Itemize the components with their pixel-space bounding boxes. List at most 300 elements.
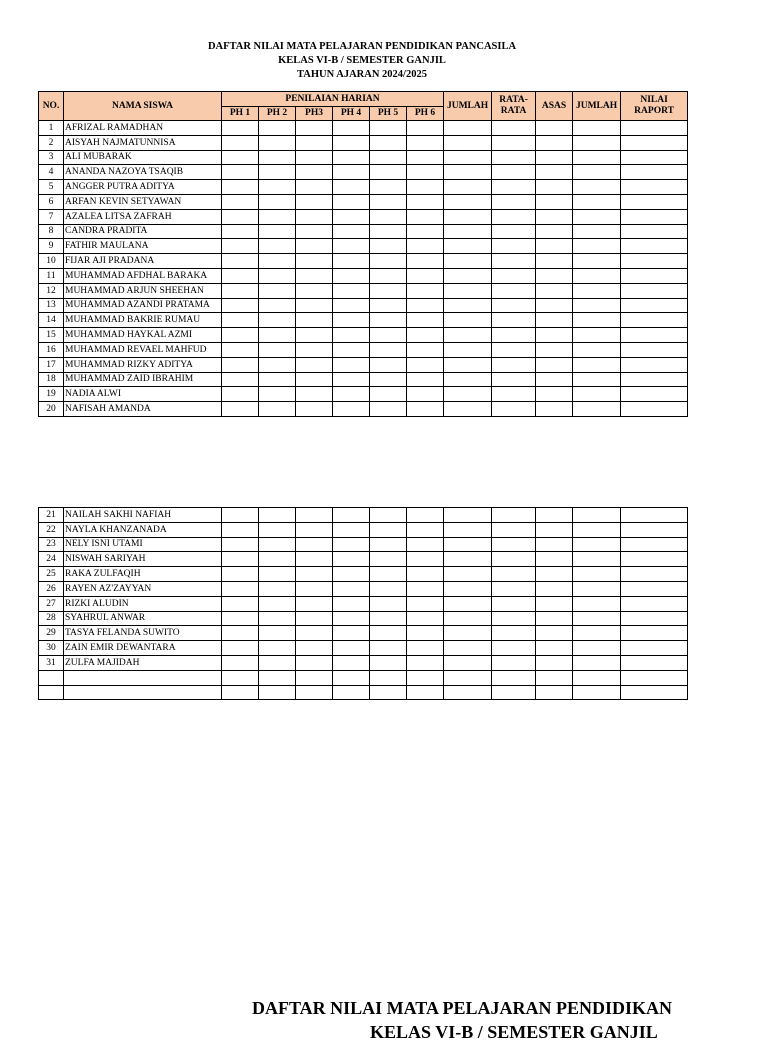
score-cell[interactable] <box>370 194 407 209</box>
score-cell[interactable] <box>536 522 573 537</box>
score-cell[interactable] <box>492 165 536 180</box>
score-cell[interactable] <box>259 552 296 567</box>
score-cell[interactable] <box>333 581 370 596</box>
score-cell[interactable] <box>296 387 333 402</box>
score-cell[interactable] <box>536 298 573 313</box>
score-cell[interactable] <box>407 641 444 656</box>
score-cell[interactable] <box>333 298 370 313</box>
score-cell[interactable] <box>492 626 536 641</box>
score-cell[interactable] <box>333 313 370 328</box>
score-cell[interactable] <box>333 268 370 283</box>
score-cell[interactable] <box>333 522 370 537</box>
score-cell[interactable] <box>573 357 621 372</box>
score-cell[interactable] <box>444 150 492 165</box>
score-cell[interactable] <box>333 596 370 611</box>
score-cell[interactable] <box>621 670 688 685</box>
score-cell[interactable] <box>370 522 407 537</box>
score-cell[interactable] <box>333 685 370 700</box>
score-cell[interactable] <box>296 552 333 567</box>
score-cell[interactable] <box>222 626 259 641</box>
score-cell[interactable] <box>536 342 573 357</box>
score-cell[interactable] <box>296 522 333 537</box>
score-cell[interactable] <box>444 239 492 254</box>
score-cell[interactable] <box>370 685 407 700</box>
score-cell[interactable] <box>621 372 688 387</box>
score-cell[interactable] <box>492 537 536 552</box>
score-cell[interactable] <box>536 135 573 150</box>
score-cell[interactable] <box>407 357 444 372</box>
score-cell[interactable] <box>333 342 370 357</box>
score-cell[interactable] <box>536 402 573 417</box>
score-cell[interactable] <box>370 328 407 343</box>
score-cell[interactable] <box>573 328 621 343</box>
score-cell[interactable] <box>407 254 444 269</box>
score-cell[interactable] <box>296 283 333 298</box>
score-cell[interactable] <box>621 121 688 136</box>
score-cell[interactable] <box>573 508 621 523</box>
score-cell[interactable] <box>492 194 536 209</box>
score-cell[interactable] <box>444 357 492 372</box>
score-cell[interactable] <box>621 328 688 343</box>
score-cell[interactable] <box>492 224 536 239</box>
score-cell[interactable] <box>296 655 333 670</box>
score-cell[interactable] <box>222 357 259 372</box>
score-cell[interactable] <box>222 268 259 283</box>
score-cell[interactable] <box>222 641 259 656</box>
score-cell[interactable] <box>536 670 573 685</box>
score-cell[interactable] <box>444 298 492 313</box>
score-cell[interactable] <box>370 239 407 254</box>
score-cell[interactable] <box>370 283 407 298</box>
score-cell[interactable] <box>573 670 621 685</box>
score-cell[interactable] <box>573 121 621 136</box>
score-cell[interactable] <box>444 194 492 209</box>
score-cell[interactable] <box>407 313 444 328</box>
score-cell[interactable] <box>444 522 492 537</box>
score-cell[interactable] <box>222 239 259 254</box>
score-cell[interactable] <box>407 581 444 596</box>
score-cell[interactable] <box>492 268 536 283</box>
score-cell[interactable] <box>621 224 688 239</box>
score-cell[interactable] <box>296 239 333 254</box>
score-cell[interactable] <box>259 283 296 298</box>
score-cell[interactable] <box>621 209 688 224</box>
score-cell[interactable] <box>259 254 296 269</box>
score-cell[interactable] <box>492 342 536 357</box>
score-cell[interactable] <box>536 508 573 523</box>
score-cell[interactable] <box>370 402 407 417</box>
score-cell[interactable] <box>259 298 296 313</box>
score-cell[interactable] <box>444 268 492 283</box>
score-cell[interactable] <box>370 655 407 670</box>
score-cell[interactable] <box>492 283 536 298</box>
score-cell[interactable] <box>296 165 333 180</box>
score-cell[interactable] <box>259 626 296 641</box>
score-cell[interactable] <box>407 387 444 402</box>
score-cell[interactable] <box>259 165 296 180</box>
score-cell[interactable] <box>536 283 573 298</box>
score-cell[interactable] <box>407 342 444 357</box>
score-cell[interactable] <box>259 121 296 136</box>
score-cell[interactable] <box>536 268 573 283</box>
score-cell[interactable] <box>407 522 444 537</box>
score-cell[interactable] <box>259 641 296 656</box>
score-cell[interactable] <box>621 685 688 700</box>
score-cell[interactable] <box>222 209 259 224</box>
score-cell[interactable] <box>621 268 688 283</box>
score-cell[interactable] <box>536 254 573 269</box>
score-cell[interactable] <box>536 581 573 596</box>
score-cell[interactable] <box>536 209 573 224</box>
score-cell[interactable] <box>222 372 259 387</box>
score-cell[interactable] <box>621 135 688 150</box>
score-cell[interactable] <box>370 552 407 567</box>
score-cell[interactable] <box>259 522 296 537</box>
score-cell[interactable] <box>621 641 688 656</box>
score-cell[interactable] <box>492 372 536 387</box>
score-cell[interactable] <box>296 641 333 656</box>
score-cell[interactable] <box>259 224 296 239</box>
score-cell[interactable] <box>259 581 296 596</box>
score-cell[interactable] <box>407 239 444 254</box>
score-cell[interactable] <box>296 342 333 357</box>
score-cell[interactable] <box>573 387 621 402</box>
score-cell[interactable] <box>296 313 333 328</box>
score-cell[interactable] <box>573 342 621 357</box>
score-cell[interactable] <box>621 402 688 417</box>
score-cell[interactable] <box>259 372 296 387</box>
score-cell[interactable] <box>573 283 621 298</box>
score-cell[interactable] <box>536 357 573 372</box>
score-cell[interactable] <box>444 685 492 700</box>
score-cell[interactable] <box>296 581 333 596</box>
score-cell[interactable] <box>407 268 444 283</box>
score-cell[interactable] <box>573 150 621 165</box>
score-cell[interactable] <box>259 135 296 150</box>
score-cell[interactable] <box>222 537 259 552</box>
score-cell[interactable] <box>370 567 407 582</box>
score-cell[interactable] <box>222 224 259 239</box>
score-cell[interactable] <box>492 135 536 150</box>
score-cell[interactable] <box>222 150 259 165</box>
score-cell[interactable] <box>222 165 259 180</box>
score-cell[interactable] <box>333 239 370 254</box>
score-cell[interactable] <box>492 357 536 372</box>
score-cell[interactable] <box>370 135 407 150</box>
score-cell[interactable] <box>259 508 296 523</box>
score-cell[interactable] <box>621 522 688 537</box>
score-cell[interactable] <box>370 180 407 195</box>
score-cell[interactable] <box>407 537 444 552</box>
score-cell[interactable] <box>259 209 296 224</box>
score-cell[interactable] <box>222 581 259 596</box>
score-cell[interactable] <box>621 537 688 552</box>
score-cell[interactable] <box>444 313 492 328</box>
score-cell[interactable] <box>407 508 444 523</box>
score-cell[interactable] <box>407 670 444 685</box>
score-cell[interactable] <box>573 224 621 239</box>
score-cell[interactable] <box>536 596 573 611</box>
score-cell[interactable] <box>407 298 444 313</box>
score-cell[interactable] <box>621 508 688 523</box>
score-cell[interactable] <box>492 121 536 136</box>
score-cell[interactable] <box>407 121 444 136</box>
score-cell[interactable] <box>259 268 296 283</box>
score-cell[interactable] <box>621 581 688 596</box>
score-cell[interactable] <box>259 180 296 195</box>
score-cell[interactable] <box>621 387 688 402</box>
score-cell[interactable] <box>222 121 259 136</box>
score-cell[interactable] <box>259 342 296 357</box>
score-cell[interactable] <box>444 508 492 523</box>
score-cell[interactable] <box>444 342 492 357</box>
score-cell[interactable] <box>492 611 536 626</box>
score-cell[interactable] <box>222 508 259 523</box>
score-cell[interactable] <box>536 180 573 195</box>
score-cell[interactable] <box>573 567 621 582</box>
score-cell[interactable] <box>296 180 333 195</box>
score-cell[interactable] <box>296 298 333 313</box>
score-cell[interactable] <box>573 581 621 596</box>
score-cell[interactable] <box>621 165 688 180</box>
score-cell[interactable] <box>296 372 333 387</box>
score-cell[interactable] <box>492 328 536 343</box>
score-cell[interactable] <box>492 522 536 537</box>
score-cell[interactable] <box>444 596 492 611</box>
score-cell[interactable] <box>407 135 444 150</box>
score-cell[interactable] <box>296 567 333 582</box>
score-cell[interactable] <box>370 537 407 552</box>
score-cell[interactable] <box>222 522 259 537</box>
score-cell[interactable] <box>444 567 492 582</box>
score-cell[interactable] <box>492 596 536 611</box>
score-cell[interactable] <box>222 655 259 670</box>
score-cell[interactable] <box>370 357 407 372</box>
score-cell[interactable] <box>333 611 370 626</box>
score-cell[interactable] <box>407 165 444 180</box>
score-cell[interactable] <box>370 298 407 313</box>
score-cell[interactable] <box>536 194 573 209</box>
score-cell[interactable] <box>492 180 536 195</box>
score-cell[interactable] <box>573 298 621 313</box>
score-cell[interactable] <box>492 581 536 596</box>
score-cell[interactable] <box>407 626 444 641</box>
score-cell[interactable] <box>259 685 296 700</box>
score-cell[interactable] <box>370 626 407 641</box>
score-cell[interactable] <box>370 254 407 269</box>
score-cell[interactable] <box>333 194 370 209</box>
score-cell[interactable] <box>222 685 259 700</box>
score-cell[interactable] <box>536 626 573 641</box>
score-cell[interactable] <box>573 626 621 641</box>
score-cell[interactable] <box>296 194 333 209</box>
score-cell[interactable] <box>222 552 259 567</box>
score-cell[interactable] <box>333 372 370 387</box>
score-cell[interactable] <box>444 552 492 567</box>
score-cell[interactable] <box>333 670 370 685</box>
score-cell[interactable] <box>333 641 370 656</box>
score-cell[interactable] <box>492 402 536 417</box>
score-cell[interactable] <box>573 194 621 209</box>
score-cell[interactable] <box>296 150 333 165</box>
score-cell[interactable] <box>444 180 492 195</box>
score-cell[interactable] <box>492 685 536 700</box>
score-cell[interactable] <box>222 194 259 209</box>
score-cell[interactable] <box>407 328 444 343</box>
score-cell[interactable] <box>222 342 259 357</box>
score-cell[interactable] <box>573 313 621 328</box>
score-cell[interactable] <box>536 165 573 180</box>
score-cell[interactable] <box>492 239 536 254</box>
score-cell[interactable] <box>444 224 492 239</box>
score-cell[interactable] <box>333 567 370 582</box>
score-cell[interactable] <box>370 372 407 387</box>
score-cell[interactable] <box>536 552 573 567</box>
score-cell[interactable] <box>370 268 407 283</box>
score-cell[interactable] <box>333 135 370 150</box>
score-cell[interactable] <box>222 611 259 626</box>
score-cell[interactable] <box>333 283 370 298</box>
score-cell[interactable] <box>536 372 573 387</box>
score-cell[interactable] <box>259 567 296 582</box>
score-cell[interactable] <box>444 209 492 224</box>
score-cell[interactable] <box>444 670 492 685</box>
score-cell[interactable] <box>444 283 492 298</box>
score-cell[interactable] <box>621 180 688 195</box>
score-cell[interactable] <box>444 372 492 387</box>
score-cell[interactable] <box>222 180 259 195</box>
score-cell[interactable] <box>536 387 573 402</box>
score-cell[interactable] <box>222 328 259 343</box>
score-cell[interactable] <box>573 268 621 283</box>
score-cell[interactable] <box>492 298 536 313</box>
score-cell[interactable] <box>536 150 573 165</box>
score-cell[interactable] <box>444 581 492 596</box>
score-cell[interactable] <box>370 611 407 626</box>
score-cell[interactable] <box>444 537 492 552</box>
score-cell[interactable] <box>573 641 621 656</box>
score-cell[interactable] <box>621 567 688 582</box>
score-cell[interactable] <box>444 328 492 343</box>
score-cell[interactable] <box>370 313 407 328</box>
score-cell[interactable] <box>296 611 333 626</box>
score-cell[interactable] <box>333 626 370 641</box>
score-cell[interactable] <box>370 150 407 165</box>
score-cell[interactable] <box>333 402 370 417</box>
score-cell[interactable] <box>621 283 688 298</box>
score-cell[interactable] <box>444 611 492 626</box>
score-cell[interactable] <box>222 298 259 313</box>
score-cell[interactable] <box>573 209 621 224</box>
score-cell[interactable] <box>621 611 688 626</box>
score-cell[interactable] <box>573 135 621 150</box>
score-cell[interactable] <box>444 641 492 656</box>
score-cell[interactable] <box>573 611 621 626</box>
score-cell[interactable] <box>370 641 407 656</box>
score-cell[interactable] <box>296 328 333 343</box>
score-cell[interactable] <box>492 150 536 165</box>
score-cell[interactable] <box>573 552 621 567</box>
score-cell[interactable] <box>573 596 621 611</box>
score-cell[interactable] <box>536 224 573 239</box>
score-cell[interactable] <box>407 552 444 567</box>
score-cell[interactable] <box>222 402 259 417</box>
score-cell[interactable] <box>621 254 688 269</box>
score-cell[interactable] <box>573 402 621 417</box>
score-cell[interactable] <box>222 596 259 611</box>
score-cell[interactable] <box>536 313 573 328</box>
score-cell[interactable] <box>333 254 370 269</box>
score-cell[interactable] <box>333 150 370 165</box>
score-cell[interactable] <box>492 508 536 523</box>
score-cell[interactable] <box>492 641 536 656</box>
score-cell[interactable] <box>536 611 573 626</box>
score-cell[interactable] <box>370 581 407 596</box>
score-cell[interactable] <box>536 239 573 254</box>
score-cell[interactable] <box>333 180 370 195</box>
score-cell[interactable] <box>492 209 536 224</box>
score-cell[interactable] <box>407 150 444 165</box>
score-cell[interactable] <box>573 655 621 670</box>
score-cell[interactable] <box>296 121 333 136</box>
score-cell[interactable] <box>370 209 407 224</box>
score-cell[interactable] <box>333 224 370 239</box>
score-cell[interactable] <box>296 224 333 239</box>
score-cell[interactable] <box>370 387 407 402</box>
score-cell[interactable] <box>222 387 259 402</box>
score-cell[interactable] <box>536 121 573 136</box>
score-cell[interactable] <box>370 342 407 357</box>
score-cell[interactable] <box>333 165 370 180</box>
score-cell[interactable] <box>407 209 444 224</box>
score-cell[interactable] <box>573 372 621 387</box>
score-cell[interactable] <box>407 283 444 298</box>
score-cell[interactable] <box>333 552 370 567</box>
score-cell[interactable] <box>296 626 333 641</box>
score-cell[interactable] <box>296 135 333 150</box>
score-cell[interactable] <box>621 239 688 254</box>
score-cell[interactable] <box>492 670 536 685</box>
score-cell[interactable] <box>296 508 333 523</box>
score-cell[interactable] <box>621 626 688 641</box>
score-cell[interactable] <box>621 150 688 165</box>
score-cell[interactable] <box>536 537 573 552</box>
score-cell[interactable] <box>259 313 296 328</box>
score-cell[interactable] <box>222 567 259 582</box>
score-cell[interactable] <box>259 402 296 417</box>
score-cell[interactable] <box>621 342 688 357</box>
score-cell[interactable] <box>296 685 333 700</box>
score-cell[interactable] <box>259 670 296 685</box>
score-cell[interactable] <box>444 387 492 402</box>
score-cell[interactable] <box>492 313 536 328</box>
score-cell[interactable] <box>259 537 296 552</box>
score-cell[interactable] <box>444 135 492 150</box>
score-cell[interactable] <box>259 150 296 165</box>
score-cell[interactable] <box>370 596 407 611</box>
score-cell[interactable] <box>296 596 333 611</box>
score-cell[interactable] <box>370 508 407 523</box>
score-cell[interactable] <box>407 180 444 195</box>
score-cell[interactable] <box>444 165 492 180</box>
score-cell[interactable] <box>259 239 296 254</box>
score-cell[interactable] <box>333 357 370 372</box>
score-cell[interactable] <box>492 387 536 402</box>
score-cell[interactable] <box>259 328 296 343</box>
score-cell[interactable] <box>333 121 370 136</box>
score-cell[interactable] <box>222 313 259 328</box>
score-cell[interactable] <box>621 298 688 313</box>
